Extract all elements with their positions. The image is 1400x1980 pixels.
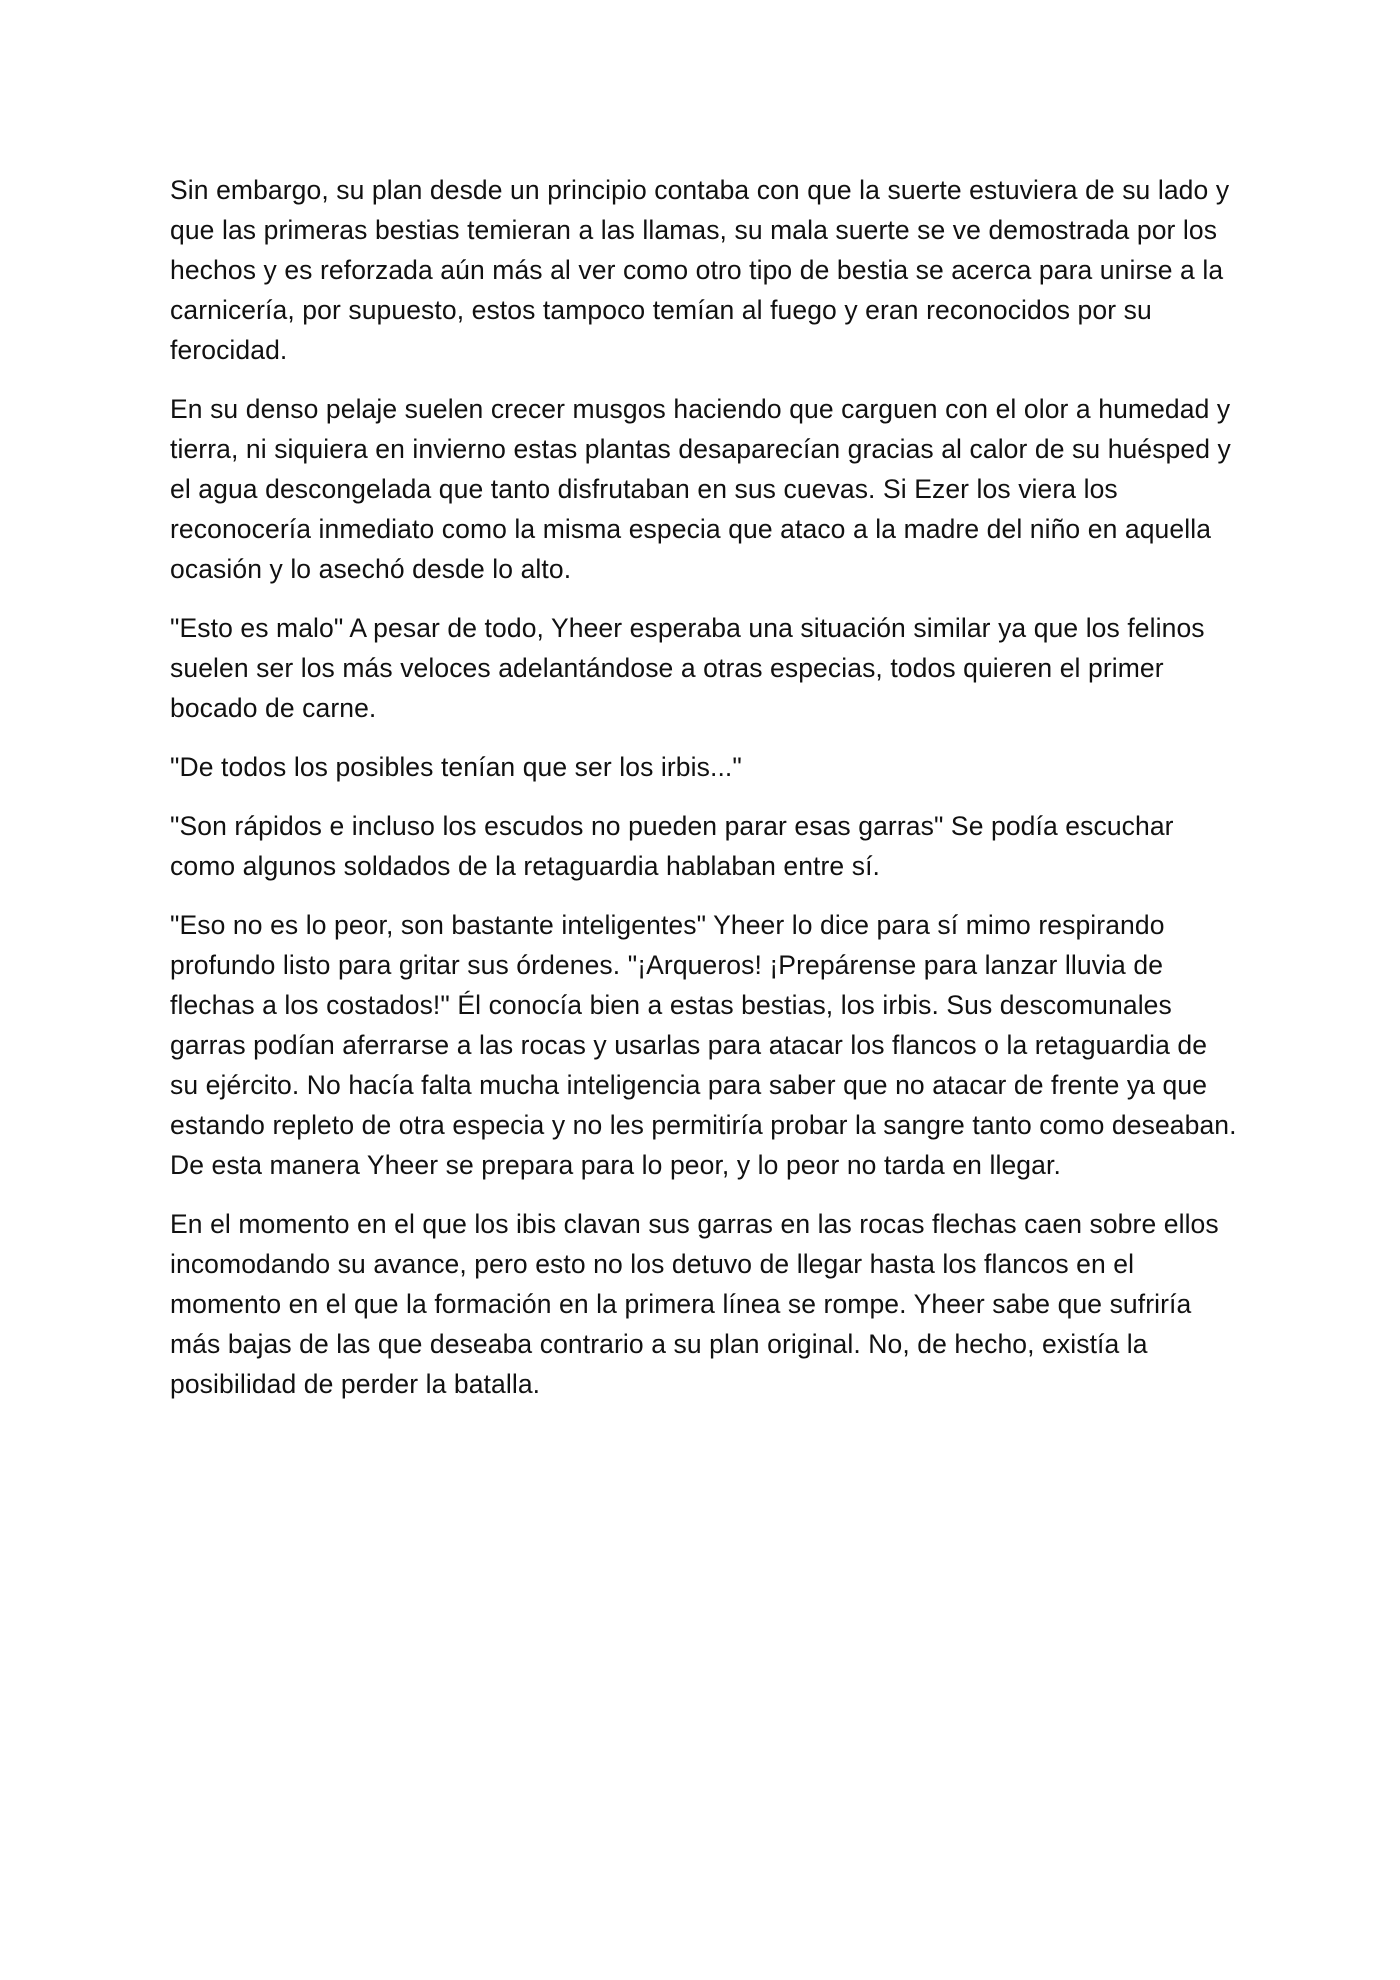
document-body: [170, 170, 1240, 1423]
paragraph: Sin embargo, su plan desde un principio contaba con que la suerte estuviera de su lado y que las primeras bestias temieran a las llamas, su mala suerte se ve demostrada por los hechos y es reforzada aún más al ver como otro tipo de bestia se acerca para unirse a la carnicería, por supuesto, estos tampoco temían al fuego y eran reconocidos por su ferocidad.: [170, 175, 1230, 365]
paragraph: "De todos los posibles tenían que ser los irbis...": [170, 752, 742, 782]
paragraph: En su denso pelaje suelen crecer musgos haciendo que carguen con el olor a humedad y tierra, ni siquiera en invierno estas plantas desaparecían gracias al calor de su huésped y el agua descongelada que tanto disfrutaban en sus cuevas. Si Ezer los viera los reconocería inmediato como la misma especia que ataco a la madre del niño en aquella ocasión y lo asechó desde lo alto.: [170, 394, 1231, 584]
paragraph: "Son rápidos e incluso los escudos no pueden parar esas garras" Se podía escuchar como algunos soldados de la retaguardia hablaban entre sí.: [170, 811, 1174, 881]
paragraph: "Esto es malo" A pesar de todo, Yheer esperaba una situación similar ya que los felinos suelen ser los más veloces adelantándose a otras especias, todos quieren el primer bocado de carne.: [170, 613, 1205, 723]
paragraph: "Eso no es lo peor, son bastante inteligentes" Yheer lo dice para sí mimo respirando profundo listo para gritar sus órdenes. "¡Arqueros! ¡Prepárense para lanzar lluvia de flechas a los costados!" Él conocía bien a estas bestias, los irbis. Sus descomunales garras podían aferrarse a las rocas y usarlas para atacar los flancos o la retaguardia de su ejército. No hacía falta mucha inteligencia para saber que no atacar de frente ya que estando repleto de otra especia y no les permitiría probar la sangre tanto como deseaban. De esta manera Yheer se prepara para lo peor, y lo peor no tarda en llegar.: [170, 910, 1237, 1180]
paragraph: En el momento en el que los ibis clavan sus garras en las rocas flechas caen sobre ellos incomodando su avance, pero esto no los detuvo de llegar hasta los flancos en el momento en el que la formación en la primera línea se rompe. Yheer sabe que sufriría más bajas de las que deseaba contrario a su plan original. No, de hecho, existía la posibilidad de perder la batalla.: [170, 1209, 1219, 1399]
